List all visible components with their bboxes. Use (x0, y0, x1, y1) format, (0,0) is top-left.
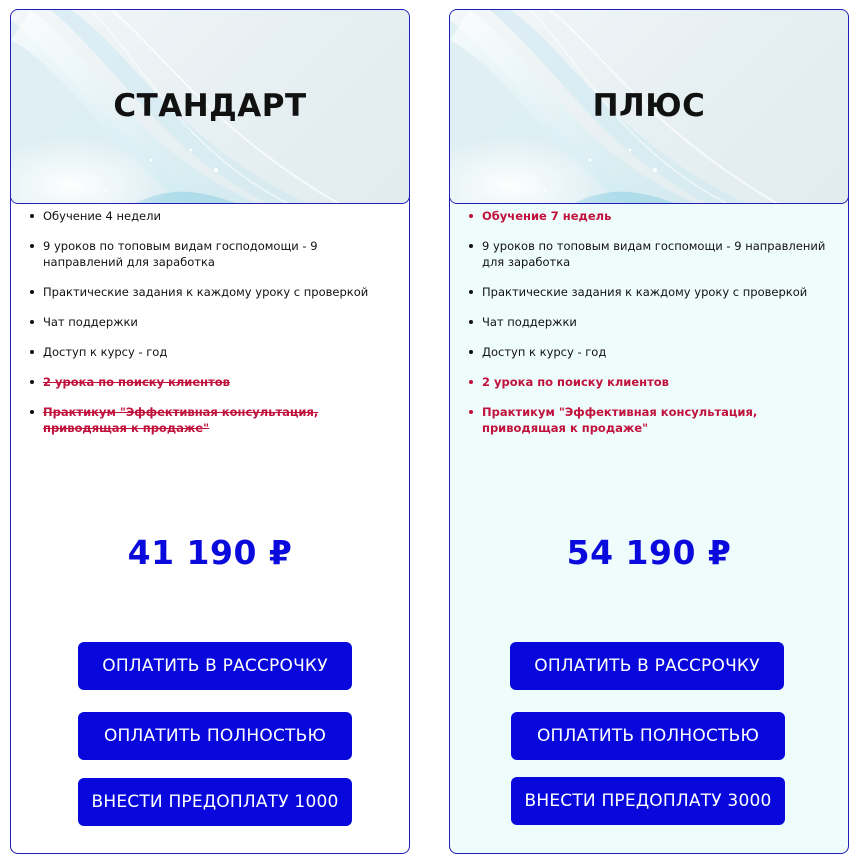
feature-item: Чат поддержки (43, 314, 401, 330)
feature-item: Чат поддержки (482, 314, 840, 330)
feature-list (11, 208, 401, 450)
feature-item: 9 уроков по топовым видам госпомощи - 9 направлений для заработка (482, 238, 840, 270)
feature-item: Обучение 4 недели (43, 208, 401, 224)
feature-item: Практические задания к каждому уроку с проверкой (43, 284, 401, 300)
prepay-button[interactable]: ВНЕСТИ ПРЕДОПЛАТУ 1000 (78, 778, 352, 826)
feature-item-unavailable: 2 урока по поиску клиентов (43, 374, 401, 390)
feature-list (450, 208, 840, 450)
plan-price: 41 190 ₽ (127, 533, 293, 572)
feature-item: Практические задания к каждому уроку с проверкой (482, 284, 840, 300)
prepay-button[interactable]: ВНЕСТИ ПРЕДОПЛАТУ 3000 (511, 777, 785, 825)
plan-title: СТАНДАРТ (113, 88, 307, 124)
feature-item: Доступ к курсу - год (43, 344, 401, 360)
plan-title: ПЛЮС (592, 88, 706, 124)
plan-header-plus (449, 9, 849, 204)
feature-item-unavailable: Практикум "Эффективная консультация, приводящая к продаже" (43, 404, 401, 436)
pay-installment-button[interactable]: ОПЛАТИТЬ В РАССРОЧКУ (78, 642, 352, 690)
pay-full-button[interactable]: ОПЛАТИТЬ ПОЛНОСТЬЮ (78, 712, 352, 760)
plan-header-standard (10, 9, 410, 204)
plan-card-standard (10, 9, 410, 854)
feature-item-highlight: Обучение 7 недель (482, 208, 840, 224)
plan-card-plus (449, 9, 849, 854)
feature-item-highlight: Практикум "Эффективная консультация, приводящая к продаже" (482, 404, 840, 436)
pay-installment-button[interactable]: ОПЛАТИТЬ В РАССРОЧКУ (510, 642, 784, 690)
plan-price: 54 190 ₽ (566, 533, 732, 572)
feature-item: Доступ к курсу - год (482, 344, 840, 360)
feature-item: 9 уроков по топовым видам господомощи - 9 направлений для заработка (43, 238, 401, 270)
feature-item-highlight: 2 урока по поиску клиентов (482, 374, 840, 390)
pay-full-button[interactable]: ОПЛАТИТЬ ПОЛНОСТЬЮ (511, 712, 785, 760)
